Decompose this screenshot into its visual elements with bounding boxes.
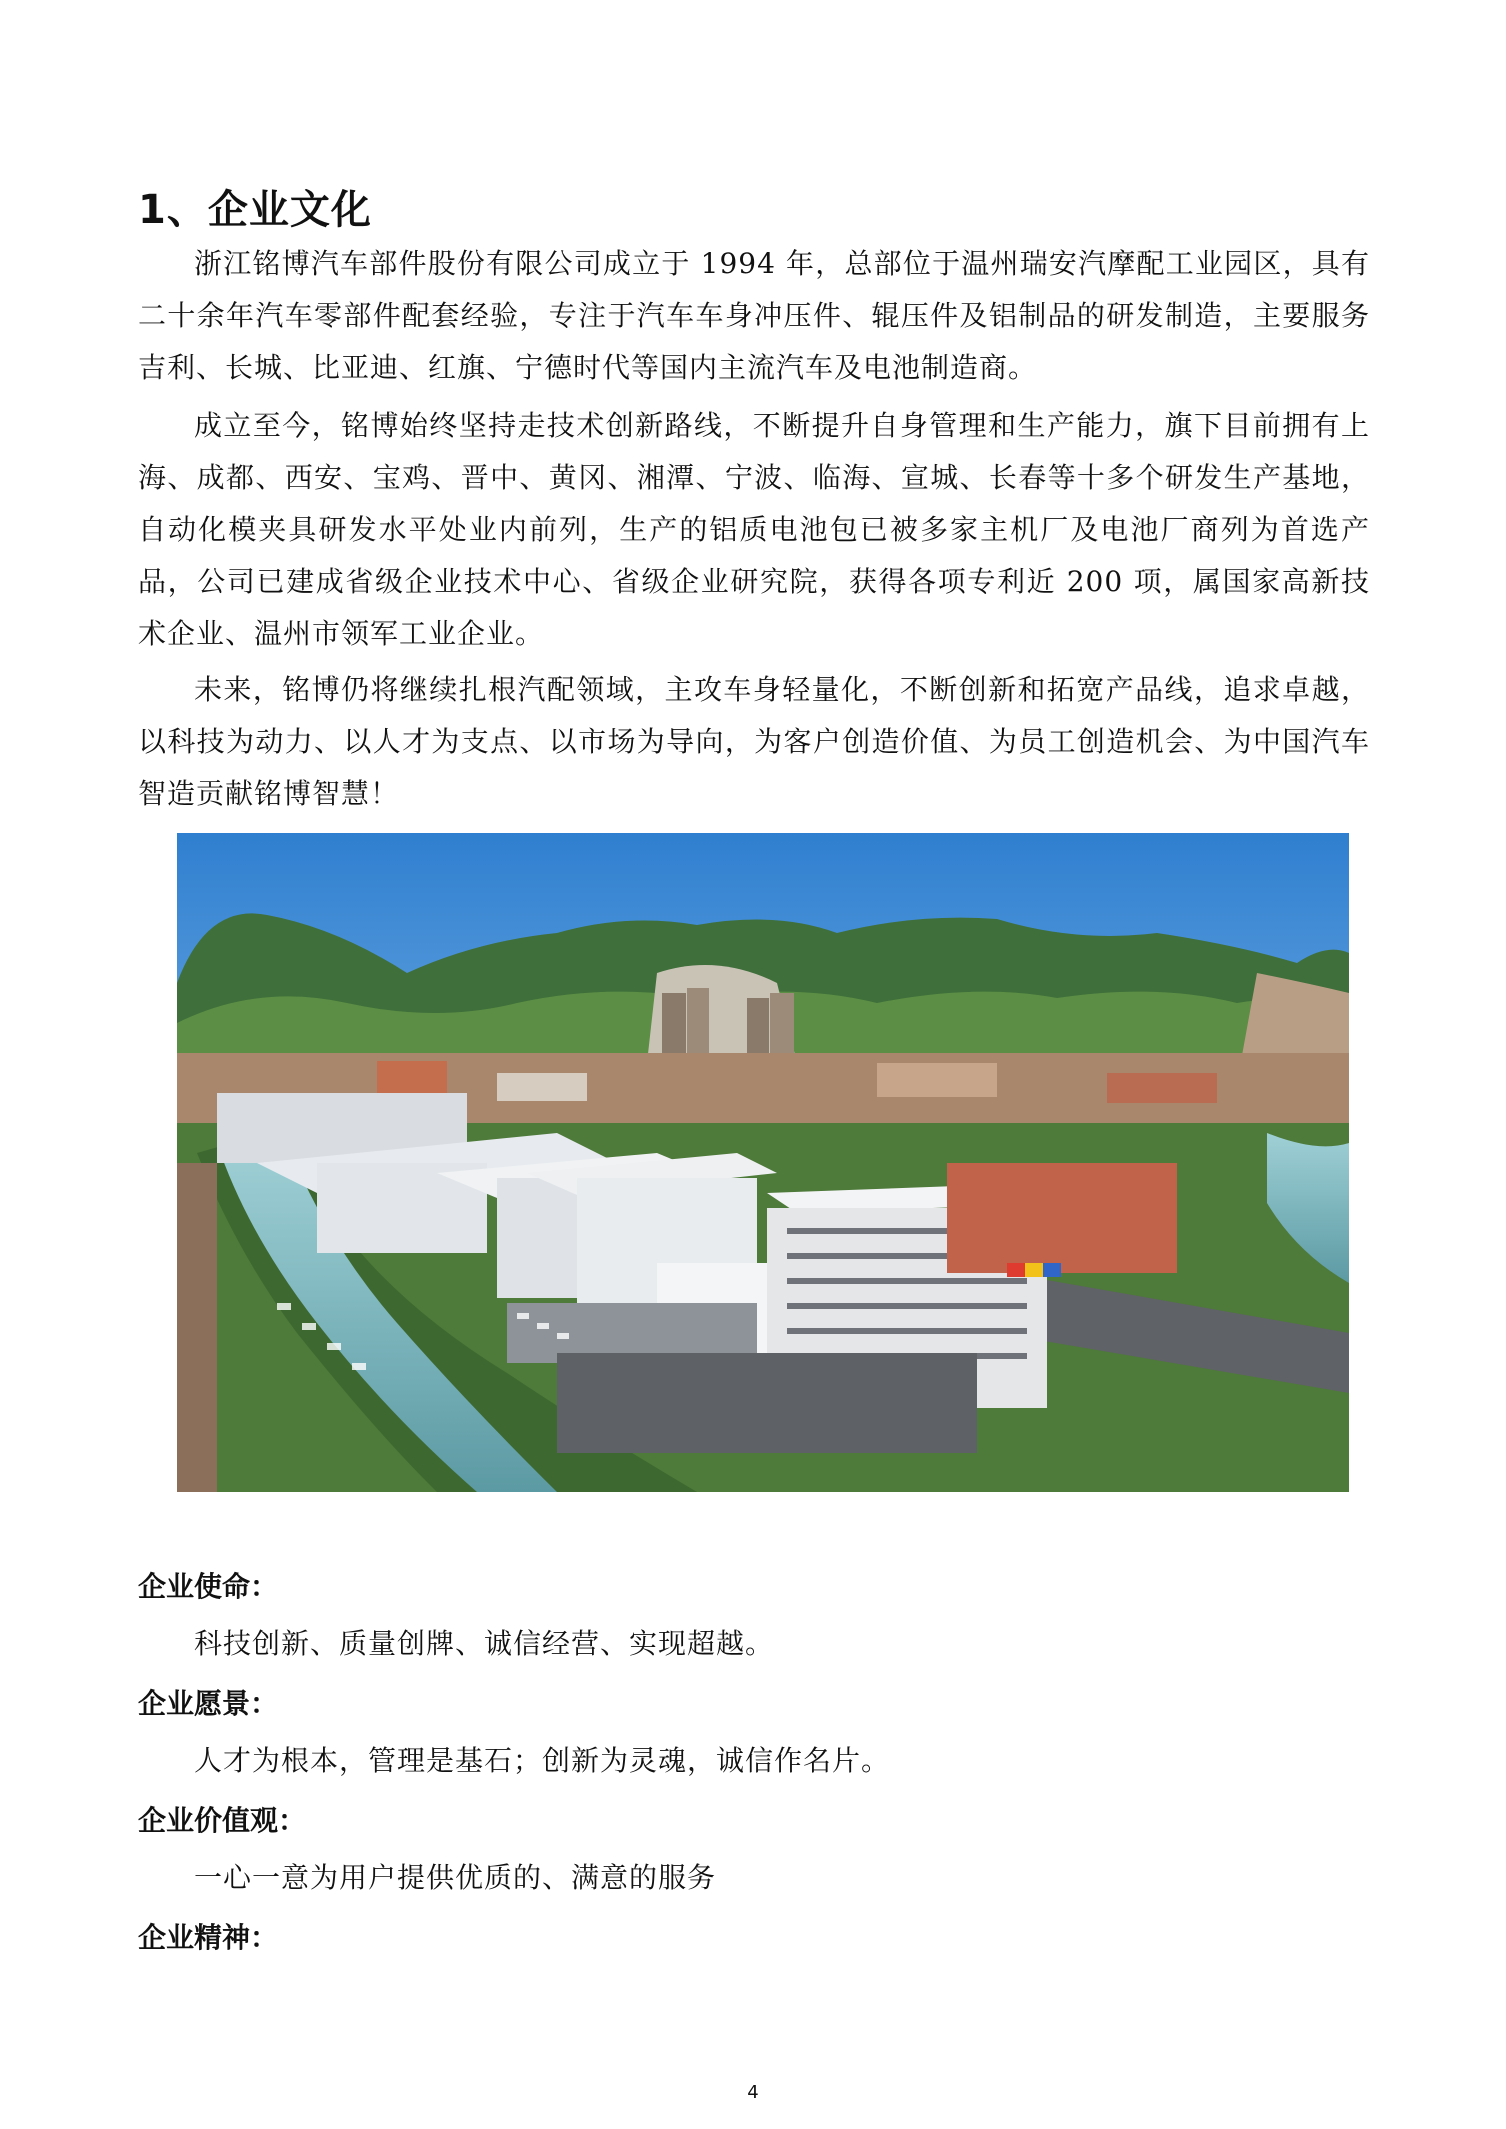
mission-text: 科技创新、质量创牌、诚信经营、实现超越。 bbox=[194, 1627, 775, 1660]
paragraph-future: 未来，铭博仍将继续扎根汽配领域，主攻车身轻量化，不断创新和拓宽产品线，追求卓越，以科技为动力、以人才为支点、以市场为导向，为客户创造价值、为员工创造机会、为中国汽车智造贡献铭博智慧！ bbox=[138, 673, 1370, 810]
mission-label: 企业使命： bbox=[138, 1570, 279, 1603]
factory-aerial-photo bbox=[177, 833, 1349, 1492]
vision-label: 企业愿景： bbox=[138, 1687, 279, 1720]
values-label: 企业价值观： bbox=[138, 1804, 307, 1837]
vision-text: 人才为根本，管理是基石；创新为灵魂，诚信作名片。 bbox=[194, 1744, 891, 1777]
page-number: 4 bbox=[747, 2082, 759, 2103]
values-text: 一心一意为用户提供优质的、满意的服务 bbox=[194, 1861, 717, 1894]
paragraph-intro: 浙江铭博汽车部件股份有限公司成立于 1994 年，总部位于温州瑞安汽摩配工业园区，具有二十余年汽车零部件配套经验，专注于汽车车身冲压件、辊压件及铝制品的研发制造，主要服务吉利、长城、比亚迪、红旗、宁德时代等国内主流汽车及电池制造商。 bbox=[138, 247, 1370, 384]
paragraph-development: 成立至今，铭博始终坚持走技术创新路线，不断提升自身管理和生产能力，旗下目前拥有上海、成都、西安、宝鸡、晋中、黄冈、湘潭、宁波、临海、宣城、长春等十多个研发生产基地，自动化模夹具研发水平处业内前列，生产的铝质电池包已被多家主机厂及电池厂商列为首选产品，公司已建成省级企业技术中心、省级企业研究院，获得各项专利近 200 项，属国家高新技术企业、温州市领军工业企业。 bbox=[138, 409, 1370, 650]
spirit-label: 企业精神： bbox=[138, 1921, 279, 1954]
section-title: 1、企业文化 bbox=[138, 187, 372, 233]
